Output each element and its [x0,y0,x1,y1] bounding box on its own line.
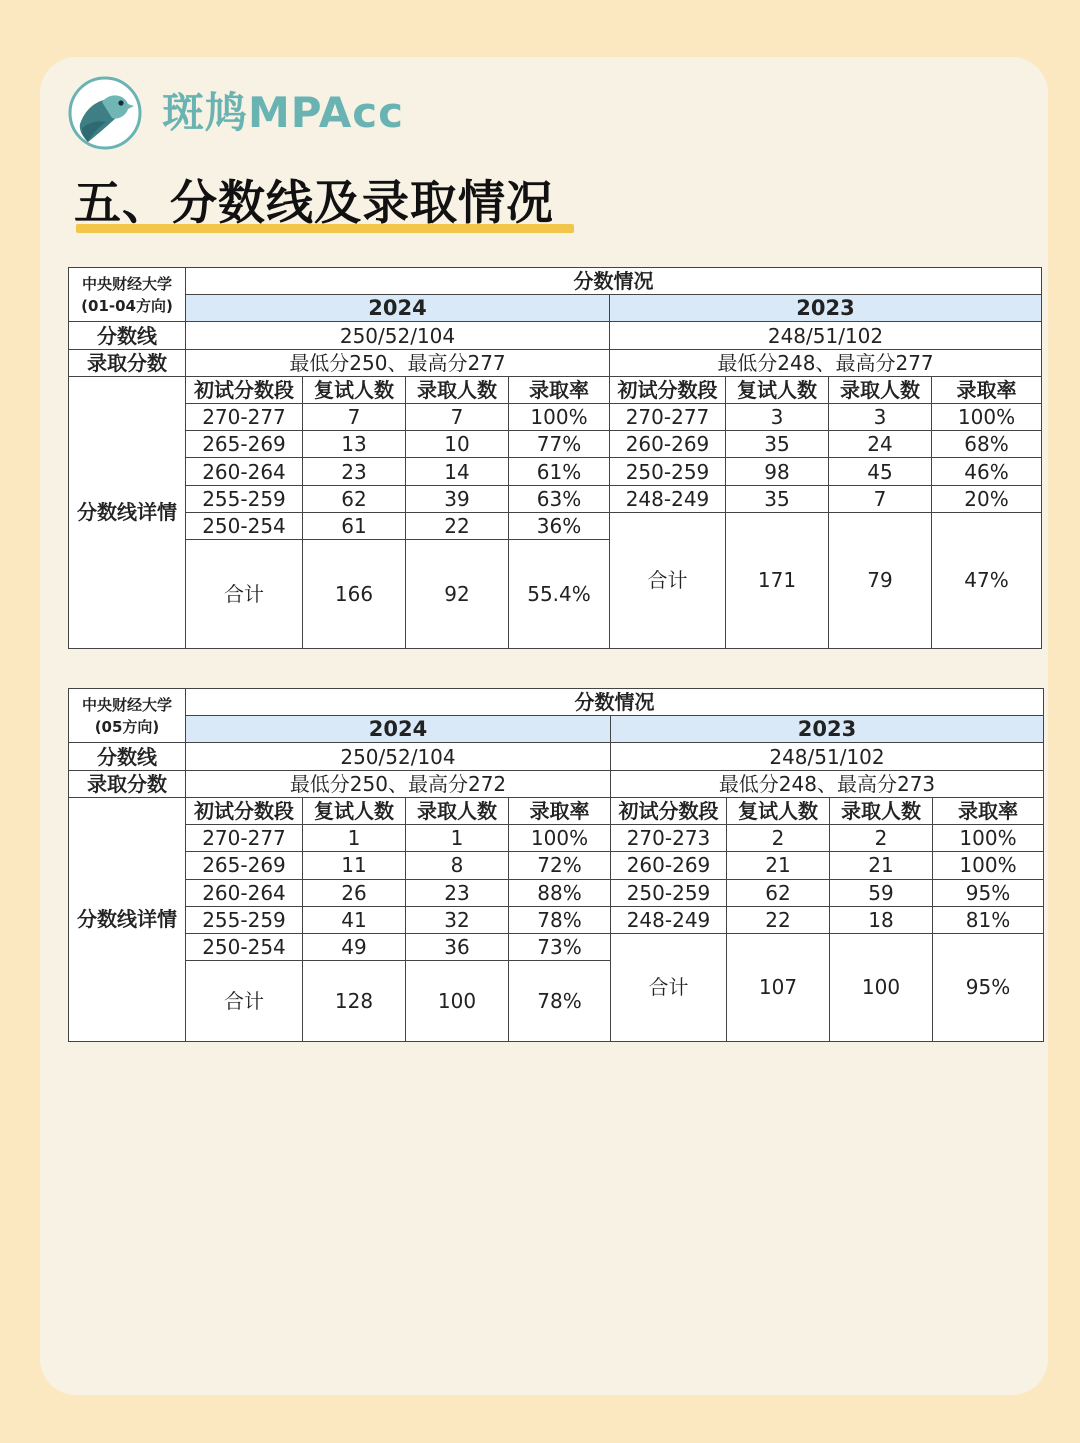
cell-2024-admitted: 7 [406,404,509,431]
cell-2024-retest: 62 [303,485,406,512]
cell-2024-rate: 73% [509,933,611,960]
col-header-range: 初试分数段 [611,797,727,824]
school-name: 中央财经大学 [81,695,172,714]
cell-2023-retest: 2 [727,825,830,852]
total-2024-retest: 166 [303,540,406,649]
cell-2024-rate: 100% [509,825,611,852]
cell-2023-rate: 68% [932,431,1042,458]
cell-2023-admitted: 45 [829,458,932,485]
cell-2024-rate: 63% [509,485,610,512]
direction-label: (01-04方向) [81,296,173,315]
col-header-retest: 复试人数 [726,376,829,403]
cell-2024-admitted: 1 [406,825,509,852]
score-line-2024: 250/52/104 [186,743,611,770]
table-corner [69,689,186,743]
year-2024-header: 2024 [186,295,610,322]
cell-2023-range: 250-259 [610,458,726,485]
col-header-retest: 复试人数 [303,797,406,824]
col-header-admitted: 录取人数 [830,797,933,824]
cell-2024-range: 250-254 [186,933,303,960]
score-header: 分数情况 [186,268,1042,295]
cell-2024-rate: 72% [509,852,611,879]
admit-range-2023: 最低分248、最高分277 [610,349,1042,376]
total-label-2023: 合计 [611,933,727,1041]
cell-2023-rate: 100% [932,404,1042,431]
direction-label: (05方向) [94,717,160,736]
total-2023-retest: 107 [727,933,830,1041]
total-2023-rate: 95% [933,933,1044,1041]
table-row [69,485,1042,512]
cell-2023-rate: 46% [932,458,1042,485]
cell-2024-admitted: 14 [406,458,509,485]
total-2023-retest: 171 [726,512,829,648]
table-row [69,404,1042,431]
cell-2023-admitted: 59 [830,879,933,906]
cell-2024-retest: 61 [303,512,406,539]
score-table-01-04 [68,267,1042,649]
cell-2023-range: 248-249 [611,906,727,933]
year-2024-header: 2024 [186,716,611,743]
year-2023-header: 2023 [611,716,1044,743]
cell-2023-admitted: 7 [829,485,932,512]
cell-2024-rate: 78% [509,906,611,933]
col-header-retest: 复试人数 [727,797,830,824]
row-label-line: 分数线 [69,322,186,349]
total-2023-admitted: 100 [830,933,933,1041]
row-label-admit: 录取分数 [69,349,186,376]
cell-2024-retest: 13 [303,431,406,458]
cell-2023-range: 260-269 [611,852,727,879]
cell-2024-admitted: 39 [406,485,509,512]
cell-2023-rate: 81% [933,906,1044,933]
cell-2024-retest: 11 [303,852,406,879]
table-row [69,906,1044,933]
total-label-2023: 合计 [610,512,726,648]
cell-2024-retest: 41 [303,906,406,933]
cell-2024-range: 265-269 [186,431,303,458]
total-2024-retest: 128 [303,961,406,1042]
admit-range-2023: 最低分248、最高分273 [611,770,1044,797]
cell-2024-retest: 26 [303,879,406,906]
cell-2024-range: 260-264 [186,879,303,906]
col-header-range: 初试分数段 [186,797,303,824]
cell-2024-retest: 7 [303,404,406,431]
col-header-range: 初试分数段 [186,376,303,403]
col-header-admitted: 录取人数 [829,376,932,403]
row-label-admit: 录取分数 [69,770,186,797]
cell-2024-retest: 1 [303,825,406,852]
cell-2023-retest: 35 [726,431,829,458]
cell-2024-admitted: 32 [406,906,509,933]
total-2024-admitted: 92 [406,540,509,649]
cell-2023-range: 250-259 [611,879,727,906]
cell-2023-rate: 100% [933,852,1044,879]
row-label-line: 分数线 [69,743,186,770]
cell-2023-admitted: 18 [830,906,933,933]
col-header-retest: 复试人数 [303,376,406,403]
col-header-rate: 录取率 [509,376,610,403]
admit-range-2024: 最低分250、最高分272 [186,770,611,797]
cell-2023-retest: 21 [727,852,830,879]
row-label-detail: 分数线详情 [69,797,186,1041]
table-row [69,458,1042,485]
cell-2023-range: 270-277 [610,404,726,431]
cell-2023-rate: 95% [933,879,1044,906]
cell-2024-admitted: 10 [406,431,509,458]
col-header-rate: 录取率 [933,797,1044,824]
cell-2023-rate: 100% [933,825,1044,852]
cell-2024-range: 270-277 [186,825,303,852]
cell-2023-range: 248-249 [610,485,726,512]
cell-2023-retest: 35 [726,485,829,512]
cell-2024-range: 270-277 [186,404,303,431]
cell-2024-rate: 61% [509,458,610,485]
brand-name: 斑鸠MPAcc [162,88,405,137]
table-row [69,879,1044,906]
table-row [69,852,1044,879]
total-label-2024: 合计 [186,961,303,1042]
cell-2024-range: 255-259 [186,906,303,933]
score-header: 分数情况 [186,689,1044,716]
cell-2023-admitted: 24 [829,431,932,458]
col-header-admitted: 录取人数 [406,376,509,403]
total-2023-rate: 47% [932,512,1042,648]
cell-2024-admitted: 22 [406,512,509,539]
admit-range-2024: 最低分250、最高分277 [186,349,610,376]
cell-2024-range: 265-269 [186,852,303,879]
table-row [69,431,1042,458]
cell-2024-rate: 88% [509,879,611,906]
score-table-05 [68,688,1044,1042]
table-corner [69,268,186,322]
cell-2023-admitted: 21 [830,852,933,879]
cell-2023-retest: 22 [727,906,830,933]
cell-2023-retest: 3 [726,404,829,431]
cell-2023-admitted: 3 [829,404,932,431]
cell-2023-admitted: 2 [830,825,933,852]
total-2024-rate: 55.4% [509,540,610,649]
col-header-rate: 录取率 [509,797,611,824]
cell-2023-retest: 98 [726,458,829,485]
cell-2024-admitted: 36 [406,933,509,960]
cell-2024-rate: 77% [509,431,610,458]
cell-2023-rate: 20% [932,485,1042,512]
brand-header [68,76,404,150]
total-2024-admitted: 100 [406,961,509,1042]
col-header-admitted: 录取人数 [406,797,509,824]
section-heading [74,168,576,240]
cell-2024-range: 250-254 [186,512,303,539]
cell-2024-range: 255-259 [186,485,303,512]
year-2023-header: 2023 [610,295,1042,322]
score-line-2024: 250/52/104 [186,322,610,349]
total-2023-admitted: 79 [829,512,932,648]
col-header-range: 初试分数段 [610,376,726,403]
total-label-2024: 合计 [186,540,303,649]
cell-2024-rate: 100% [509,404,610,431]
table-row [69,825,1044,852]
cell-2024-rate: 36% [509,512,610,539]
cell-2023-range: 270-273 [611,825,727,852]
page-title: 五、分数线及录取情况 [74,176,554,231]
row-label-detail: 分数线详情 [69,376,186,648]
score-line-2023: 248/51/102 [610,322,1042,349]
cell-2023-retest: 62 [727,879,830,906]
total-2024-rate: 78% [509,961,611,1042]
col-header-rate: 录取率 [932,376,1042,403]
cell-2024-retest: 23 [303,458,406,485]
cell-2023-range: 260-269 [610,431,726,458]
cell-2024-retest: 49 [303,933,406,960]
cell-2024-admitted: 8 [406,852,509,879]
table-row [69,933,1044,960]
turtledove-bird-icon [68,76,142,150]
table-row [69,512,1042,539]
cell-2024-admitted: 23 [406,879,509,906]
school-name: 中央财经大学 [81,274,172,293]
score-line-2023: 248/51/102 [611,743,1044,770]
cell-2024-range: 260-264 [186,458,303,485]
